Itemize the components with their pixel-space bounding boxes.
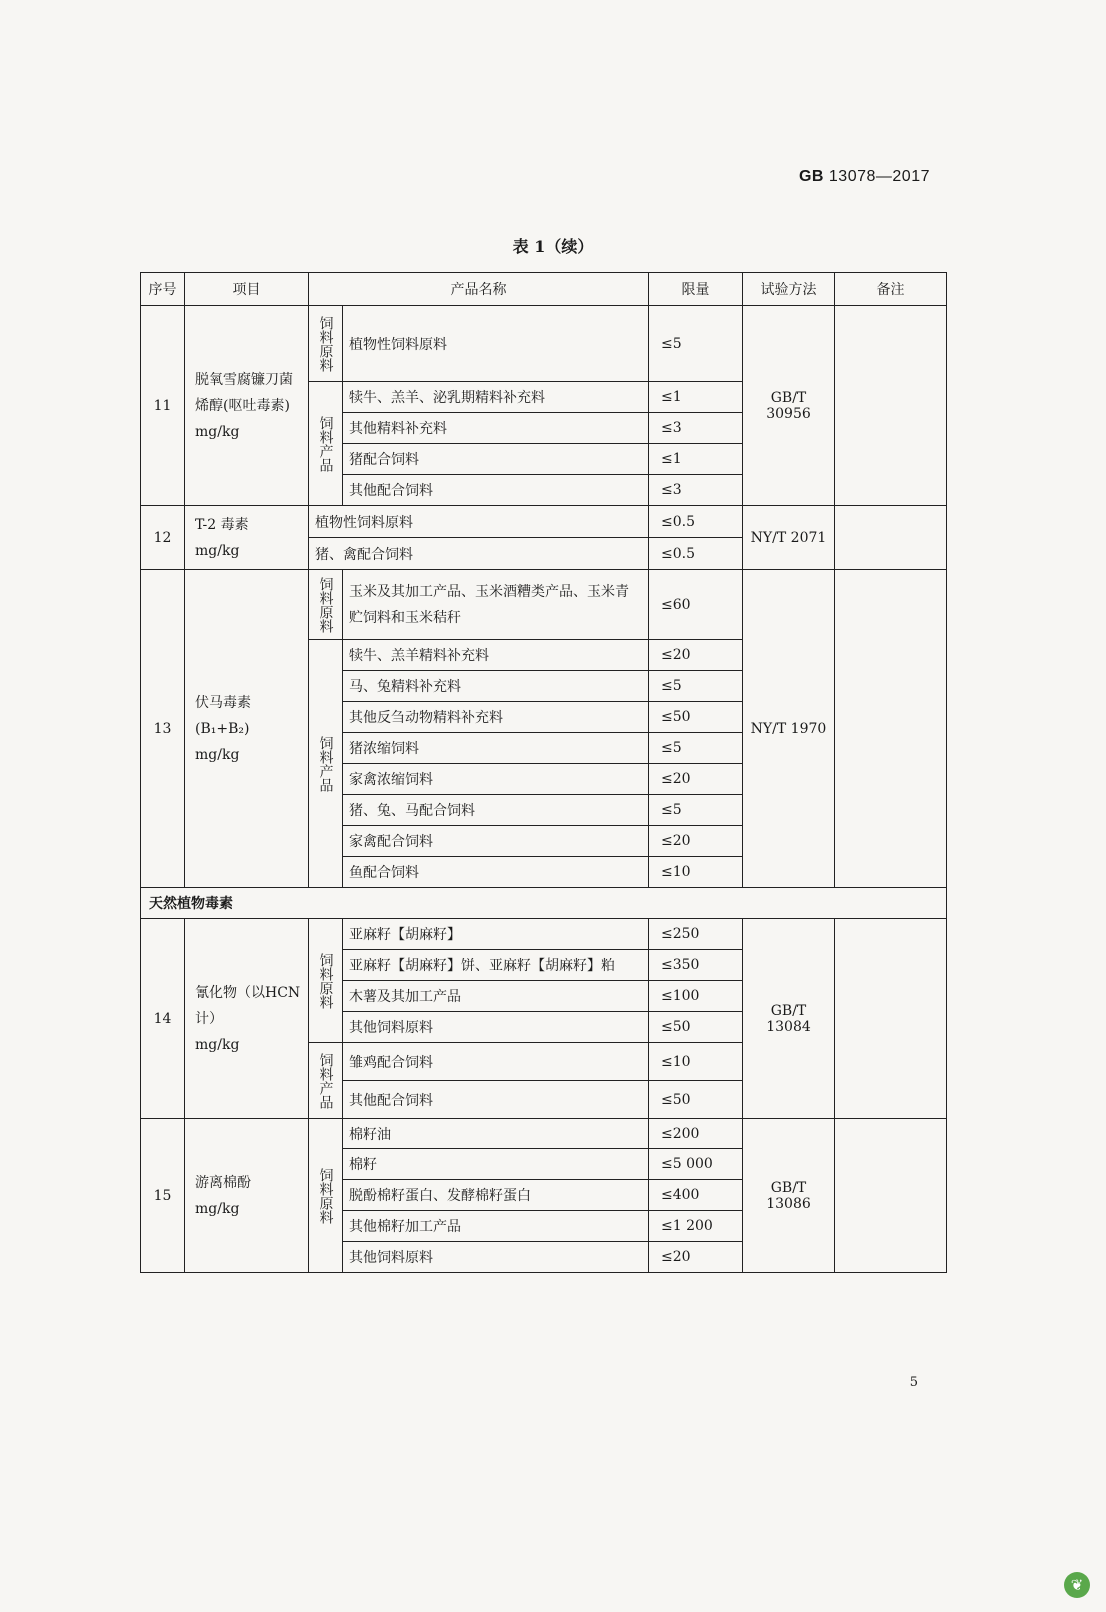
table-row [141, 570, 947, 640]
item-cell [185, 506, 309, 570]
product-name: 棉籽 [343, 1149, 649, 1180]
limit-value: ≤50 [649, 1012, 743, 1043]
test-method: GB/T 30956 [743, 306, 835, 506]
group-label: 饲料产品 [309, 1043, 343, 1119]
col-header-item: 项目 [185, 273, 309, 306]
limit-value: ≤50 [649, 702, 743, 733]
limit-value: ≤10 [649, 1043, 743, 1081]
remark-cell [835, 506, 947, 570]
table-row [141, 506, 947, 538]
limit-value: ≤5 [649, 733, 743, 764]
standard-prefix: GB [798, 168, 824, 185]
product-name: 马、兔精料补充料 [343, 671, 649, 702]
limits-table-wrapper [140, 272, 946, 1273]
product-name: 猪、兔、马配合饲料 [343, 795, 649, 826]
limit-value: ≤3 [649, 475, 743, 506]
row-number: 14 [141, 919, 185, 1119]
product-name: 亚麻籽【胡麻籽】 [343, 919, 649, 950]
product-name: 猪浓缩饲料 [343, 733, 649, 764]
test-method: NY/T 2071 [743, 506, 835, 570]
col-header-no: 序号 [141, 273, 185, 306]
standard-code [799, 168, 930, 186]
limit-value: ≤0.5 [649, 506, 743, 538]
page-number: 5 [909, 1375, 918, 1390]
limit-value: ≤1 [649, 382, 743, 413]
table-row [141, 1119, 947, 1149]
group-label: 饲料原料 [309, 919, 343, 1043]
row-number: 15 [141, 1119, 185, 1273]
product-name: 猪配合饲料 [343, 444, 649, 475]
section-title: 天然植物毒素 [141, 888, 947, 919]
group-label: 饲料产品 [309, 640, 343, 888]
group-label: 饲料原料 [309, 1119, 343, 1273]
limit-value: ≤5 000 [649, 1149, 743, 1180]
remark-cell [835, 570, 947, 888]
item-name: 脱氧雪腐镰刀菌烯醇(呕吐毒素) [195, 371, 293, 414]
item-unit: mg/kg [195, 1200, 240, 1217]
limit-value: ≤5 [649, 671, 743, 702]
remark-cell [835, 1119, 947, 1273]
product-name: 犊牛、羔羊精料补充料 [343, 640, 649, 671]
product-name: 犊牛、羔羊、泌乳期精料补充料 [343, 382, 649, 413]
limit-value: ≤1 [649, 444, 743, 475]
product-name: 猪、禽配合饲料 [309, 538, 649, 570]
limit-value: ≤20 [649, 1242, 743, 1273]
test-method: GB/T 13084 [743, 919, 835, 1119]
col-header-product: 产品名称 [309, 273, 649, 306]
table-row [141, 306, 947, 382]
group-label: 饲料原料 [309, 570, 343, 640]
product-name: 其他配合饲料 [343, 1081, 649, 1119]
col-header-limit: 限量 [649, 273, 743, 306]
item-unit: mg/kg [195, 423, 240, 440]
product-name: 家禽配合饲料 [343, 826, 649, 857]
limit-value: ≤5 [649, 795, 743, 826]
corner-leaf-icon: ❦ [1064, 1572, 1090, 1598]
item-unit: mg/kg [195, 746, 240, 763]
product-name: 鱼配合饲料 [343, 857, 649, 888]
limit-value: ≤350 [649, 950, 743, 981]
product-name: 其他饲料原料 [343, 1242, 649, 1273]
product-name: 其他反刍动物精料补充料 [343, 702, 649, 733]
product-name: 植物性饲料原料 [343, 306, 649, 382]
header-row [141, 273, 947, 306]
limit-value: ≤200 [649, 1119, 743, 1149]
table-caption: 表 1（续） [512, 237, 594, 256]
item-name: T-2 毒素 [195, 516, 249, 533]
product-name: 棉籽油 [343, 1119, 649, 1149]
product-name: 其他精料补充料 [343, 413, 649, 444]
col-header-remark: 备注 [835, 273, 947, 306]
product-name: 脱酚棉籽蛋白、发酵棉籽蛋白 [343, 1180, 649, 1211]
test-method: GB/T 13086 [743, 1119, 835, 1273]
row-number: 11 [141, 306, 185, 506]
limit-value: ≤0.5 [649, 538, 743, 570]
limit-value: ≤20 [649, 826, 743, 857]
limit-value: ≤3 [649, 413, 743, 444]
row-number: 13 [141, 570, 185, 888]
product-name: 其他棉籽加工产品 [343, 1211, 649, 1242]
item-name: 游离棉酚 [195, 1174, 251, 1191]
limit-value: ≤20 [649, 764, 743, 795]
limits-table [140, 272, 947, 1273]
product-name: 玉米及其加工产品、玉米酒糟类产品、玉米青贮饲料和玉米秸秆 [343, 570, 649, 640]
limit-value: ≤100 [649, 981, 743, 1012]
standard-number: 13078—2017 [828, 168, 930, 185]
product-name: 其他饲料原料 [343, 1012, 649, 1043]
product-name: 雏鸡配合饲料 [343, 1043, 649, 1081]
limit-value: ≤1 200 [649, 1211, 743, 1242]
limit-value: ≤60 [649, 570, 743, 640]
test-method: NY/T 1970 [743, 570, 835, 888]
section-row [141, 888, 947, 919]
row-number: 12 [141, 506, 185, 570]
limit-value: ≤10 [649, 857, 743, 888]
limit-value: ≤250 [649, 919, 743, 950]
product-name: 家禽浓缩饲料 [343, 764, 649, 795]
product-name: 木薯及其加工产品 [343, 981, 649, 1012]
col-header-method: 试验方法 [743, 273, 835, 306]
limit-value: ≤20 [649, 640, 743, 671]
limit-value: ≤400 [649, 1180, 743, 1211]
limit-value: ≤5 [649, 306, 743, 382]
group-label: 饲料原料 [309, 306, 343, 382]
item-cell [185, 1119, 309, 1273]
limit-value: ≤50 [649, 1081, 743, 1119]
product-name: 植物性饲料原料 [309, 506, 649, 538]
product-name: 其他配合饲料 [343, 475, 649, 506]
item-cell [185, 570, 309, 888]
product-name: 亚麻籽【胡麻籽】饼、亚麻籽【胡麻籽】粕 [343, 950, 649, 981]
table-row [141, 919, 947, 950]
item-unit: mg/kg [195, 1036, 240, 1053]
item-cell [185, 306, 309, 506]
remark-cell [835, 919, 947, 1119]
item-cell [185, 919, 309, 1119]
item-name: 氰化物（以HCN计） [195, 984, 301, 1027]
item-unit: mg/kg [195, 542, 240, 559]
item-name: 伏马毒素(B₁+B₂) [195, 694, 251, 737]
group-label: 饲料产品 [309, 382, 343, 506]
remark-cell [835, 306, 947, 506]
